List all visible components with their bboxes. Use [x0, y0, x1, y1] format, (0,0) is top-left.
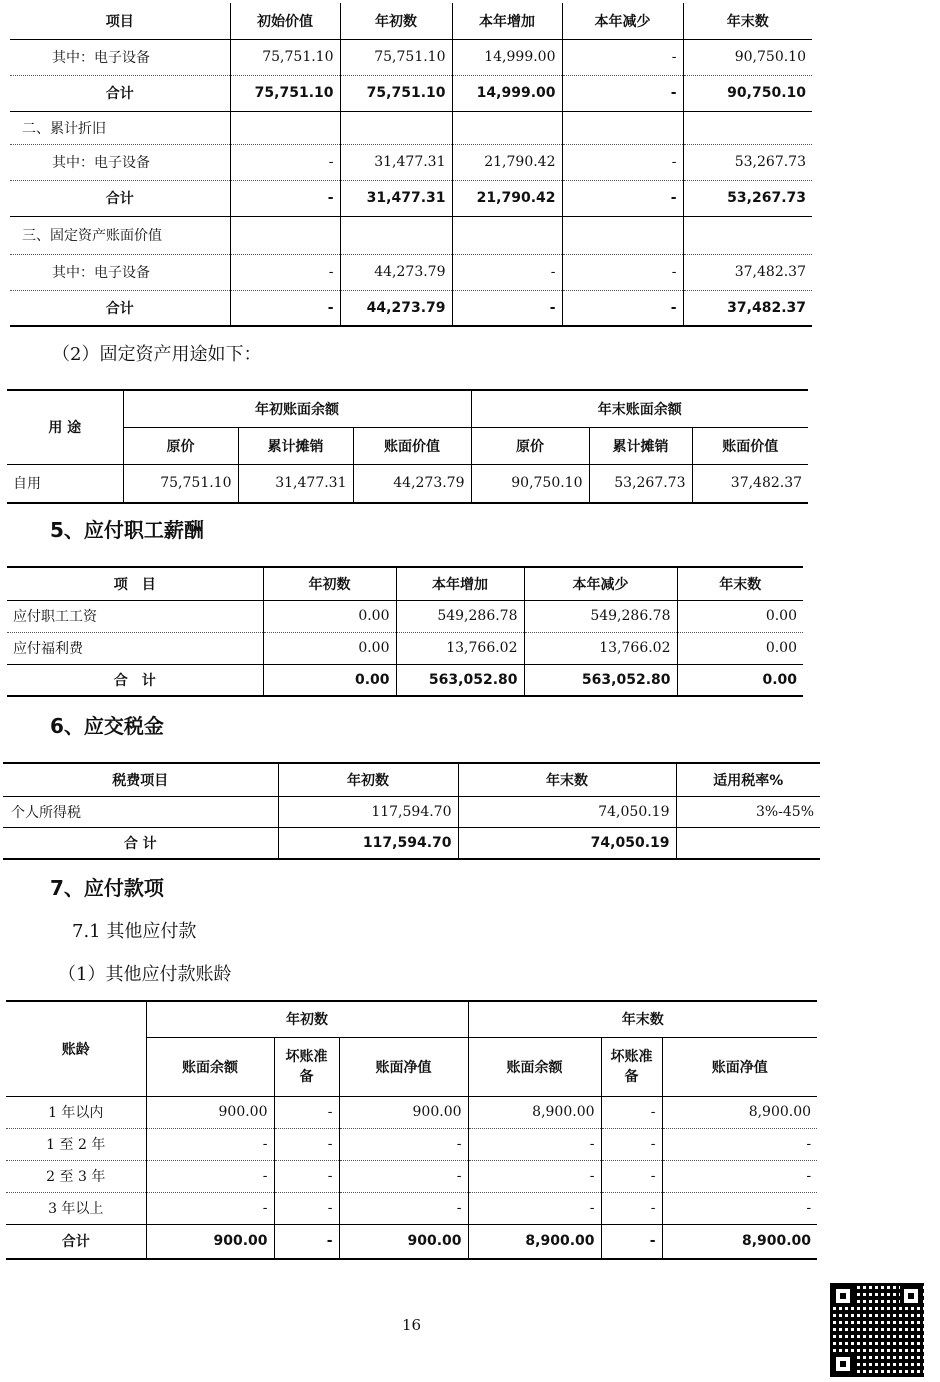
cell: 二、累计折旧 [10, 111, 230, 144]
table-row-section [10, 216, 812, 254]
payables-aging-table [6, 1000, 817, 1260]
table-header-row [10, 3, 812, 39]
cell: - [339, 1192, 468, 1224]
table-row [7, 600, 803, 632]
header-cell: 坏账准备 [601, 1037, 662, 1096]
cell: 44,273.79 [340, 290, 452, 326]
cell: - [230, 180, 340, 216]
cell [230, 111, 340, 144]
cell: 75,751.10 [340, 39, 452, 75]
cell: 31,477.31 [238, 464, 353, 503]
cell: 900.00 [146, 1224, 274, 1259]
cell: 549,286.78 [396, 600, 524, 632]
header-cell: 本年增加 [452, 3, 562, 39]
header-cell: 年末账面余额 [471, 390, 808, 427]
cell: 0.00 [263, 632, 396, 664]
cell: 1 年以内 [6, 1096, 146, 1128]
cell: - [146, 1160, 274, 1192]
header-cell: 账面净值 [662, 1037, 817, 1096]
cell: 8,900.00 [468, 1096, 601, 1128]
cell [562, 111, 683, 144]
cell: - [601, 1160, 662, 1192]
header-cell: 本年减少 [562, 3, 683, 39]
header-cell: 本年增加 [396, 567, 524, 600]
header-cell: 原价 [471, 427, 589, 464]
cell: - [562, 144, 683, 180]
cell: - [274, 1192, 339, 1224]
cell: - [146, 1128, 274, 1160]
cell: - [562, 290, 683, 326]
fixed-asset-use-caption: （2）固定资产用途如下： [52, 344, 262, 365]
header-cell: 初始价值 [230, 3, 340, 39]
cell: - [452, 254, 562, 290]
table-header-row [7, 567, 803, 600]
cell: 75,751.10 [230, 39, 340, 75]
cell: 21,790.42 [452, 180, 562, 216]
cell: 74,050.19 [458, 827, 676, 859]
cell: 0.00 [263, 600, 396, 632]
cell: 563,052.80 [524, 664, 677, 696]
header-cell: 账面价值 [353, 427, 471, 464]
cell: 53,267.73 [683, 144, 812, 180]
cell: 37,482.37 [692, 464, 808, 503]
cell: 合计 [10, 290, 230, 326]
header-cell: 账面价值 [692, 427, 808, 464]
header-cell: 年初数 [340, 3, 452, 39]
cell: - [339, 1128, 468, 1160]
cell: 117,594.70 [278, 796, 458, 827]
header-cell: 税费项目 [3, 763, 278, 796]
table-row [7, 632, 803, 664]
table-row-total [6, 1224, 817, 1259]
cell [562, 216, 683, 254]
cell [340, 111, 452, 144]
cell: 21,790.42 [452, 144, 562, 180]
cell: 其中：电子设备 [10, 254, 230, 290]
cell: - [662, 1128, 817, 1160]
cell: 117,594.70 [278, 827, 458, 859]
cell: 90,750.10 [683, 39, 812, 75]
cell: 合 计 [3, 827, 278, 859]
header-cell: 原价 [123, 427, 238, 464]
cell: - [468, 1160, 601, 1192]
cell: 53,267.73 [683, 180, 812, 216]
page-number: 16 [402, 1316, 422, 1334]
cell: - [274, 1128, 339, 1160]
table-row-total [10, 290, 812, 326]
header-cell: 年初账面余额 [123, 390, 471, 427]
cell: - [562, 254, 683, 290]
table-row [6, 1192, 817, 1224]
cell [340, 216, 452, 254]
cell: 75,751.10 [340, 75, 452, 111]
cell: - [230, 290, 340, 326]
cell: 44,273.79 [340, 254, 452, 290]
aging-caption: （1）其他应付款账龄 [58, 964, 232, 985]
table-header-row [6, 1001, 817, 1037]
table-row-total [10, 180, 812, 216]
table-header-row [7, 427, 808, 464]
table-row [7, 464, 808, 503]
cell: 13,766.02 [524, 632, 677, 664]
cell: - [274, 1160, 339, 1192]
cell: 个人所得税 [3, 796, 278, 827]
subsection-heading-7-1: 7.1 其他应付款 [72, 921, 197, 942]
cell: 0.00 [677, 664, 803, 696]
cell [683, 111, 812, 144]
header-cell: 账面净值 [339, 1037, 468, 1096]
cell: 8,900.00 [662, 1096, 817, 1128]
header-cell: 账面余额 [468, 1037, 601, 1096]
fixed-asset-use-table [7, 389, 808, 504]
header-cell: 坏账准备 [274, 1037, 339, 1096]
header-cell: 年末数 [468, 1001, 817, 1037]
cell [683, 216, 812, 254]
payroll-table [7, 566, 803, 697]
cell: - [468, 1192, 601, 1224]
cell: - [601, 1096, 662, 1128]
header-cell: 年末数 [677, 567, 803, 600]
cell: 应付职工工资 [7, 600, 263, 632]
cell [452, 111, 562, 144]
cell: 合计 [6, 1224, 146, 1259]
cell: 563,052.80 [396, 664, 524, 696]
cell: - [662, 1192, 817, 1224]
cell: 14,999.00 [452, 75, 562, 111]
cell: 549,286.78 [524, 600, 677, 632]
cell: 90,750.10 [683, 75, 812, 111]
table-row-total [7, 664, 803, 696]
cell: - [339, 1160, 468, 1192]
cell: - [562, 180, 683, 216]
cell: 75,751.10 [230, 75, 340, 111]
cell: 0.00 [263, 664, 396, 696]
header-cell: 年初数 [278, 763, 458, 796]
cell: 应付福利费 [7, 632, 263, 664]
header-cell: 年初数 [263, 567, 396, 600]
cell: 合计 [10, 75, 230, 111]
cell [676, 827, 820, 859]
cell: 44,273.79 [353, 464, 471, 503]
cell: 3%-45% [676, 796, 820, 827]
header-cell: 年初数 [146, 1001, 468, 1037]
header-cell: 适用税率% [676, 763, 820, 796]
section-heading-7: 7、应付款项 [50, 876, 164, 900]
cell: 37,482.37 [683, 290, 812, 326]
cell: - [562, 39, 683, 75]
cell: 合计 [10, 180, 230, 216]
table-header-row [3, 763, 820, 796]
cell: 2 至 3 年 [6, 1160, 146, 1192]
cell: 8,900.00 [468, 1224, 601, 1259]
cell: 75,751.10 [123, 464, 238, 503]
qr-code-icon [830, 1283, 924, 1377]
table-row [6, 1160, 817, 1192]
cell [452, 216, 562, 254]
header-cell: 用 途 [7, 390, 123, 464]
cell: 合 计 [7, 664, 263, 696]
cell: 900.00 [146, 1096, 274, 1128]
header-cell: 项 目 [7, 567, 263, 600]
cell: - [562, 75, 683, 111]
fixed-assets-table [10, 3, 812, 327]
cell: 其中：电子设备 [10, 144, 230, 180]
cell: - [601, 1192, 662, 1224]
cell: 三、固定资产账面价值 [10, 216, 230, 254]
cell: 14,999.00 [452, 39, 562, 75]
cell: 8,900.00 [662, 1224, 817, 1259]
cell [230, 216, 340, 254]
table-row-total [3, 827, 820, 859]
cell: 1 至 2 年 [6, 1128, 146, 1160]
cell: - [146, 1192, 274, 1224]
header-cell: 累计摊销 [238, 427, 353, 464]
cell: 900.00 [339, 1096, 468, 1128]
table-row-total [10, 75, 812, 111]
cell: - [452, 290, 562, 326]
header-cell: 项目 [10, 3, 230, 39]
table-row [10, 144, 812, 180]
table-row [10, 39, 812, 75]
cell: 37,482.37 [683, 254, 812, 290]
cell: 13,766.02 [396, 632, 524, 664]
cell: 3 年以上 [6, 1192, 146, 1224]
cell: 74,050.19 [458, 796, 676, 827]
cell: 53,267.73 [589, 464, 692, 503]
header-cell: 账面余额 [146, 1037, 274, 1096]
table-row [6, 1128, 817, 1160]
cell: 其中：电子设备 [10, 39, 230, 75]
cell: 900.00 [339, 1224, 468, 1259]
header-cell: 累计摊销 [589, 427, 692, 464]
section-heading-5: 5、应付职工薪酬 [50, 518, 204, 542]
header-cell: 年末数 [683, 3, 812, 39]
header-cell: 年末数 [458, 763, 676, 796]
section-heading-6: 6、应交税金 [50, 714, 164, 738]
cell: - [230, 254, 340, 290]
table-row [3, 796, 820, 827]
cell: 自用 [7, 464, 123, 503]
table-row [6, 1096, 817, 1128]
table-row [10, 254, 812, 290]
cell: 90,750.10 [471, 464, 589, 503]
cell: - [601, 1224, 662, 1259]
cell: - [468, 1128, 601, 1160]
header-cell: 本年减少 [524, 567, 677, 600]
table-row-section [10, 111, 812, 144]
cell: - [230, 144, 340, 180]
table-header-row [7, 390, 808, 427]
taxes-table [3, 762, 820, 860]
cell: - [274, 1096, 339, 1128]
cell: - [601, 1128, 662, 1160]
cell: 0.00 [677, 632, 803, 664]
cell: 31,477.31 [340, 180, 452, 216]
header-cell: 账龄 [6, 1001, 146, 1096]
cell: - [274, 1224, 339, 1259]
cell: 31,477.31 [340, 144, 452, 180]
cell: 0.00 [677, 600, 803, 632]
cell: - [662, 1160, 817, 1192]
